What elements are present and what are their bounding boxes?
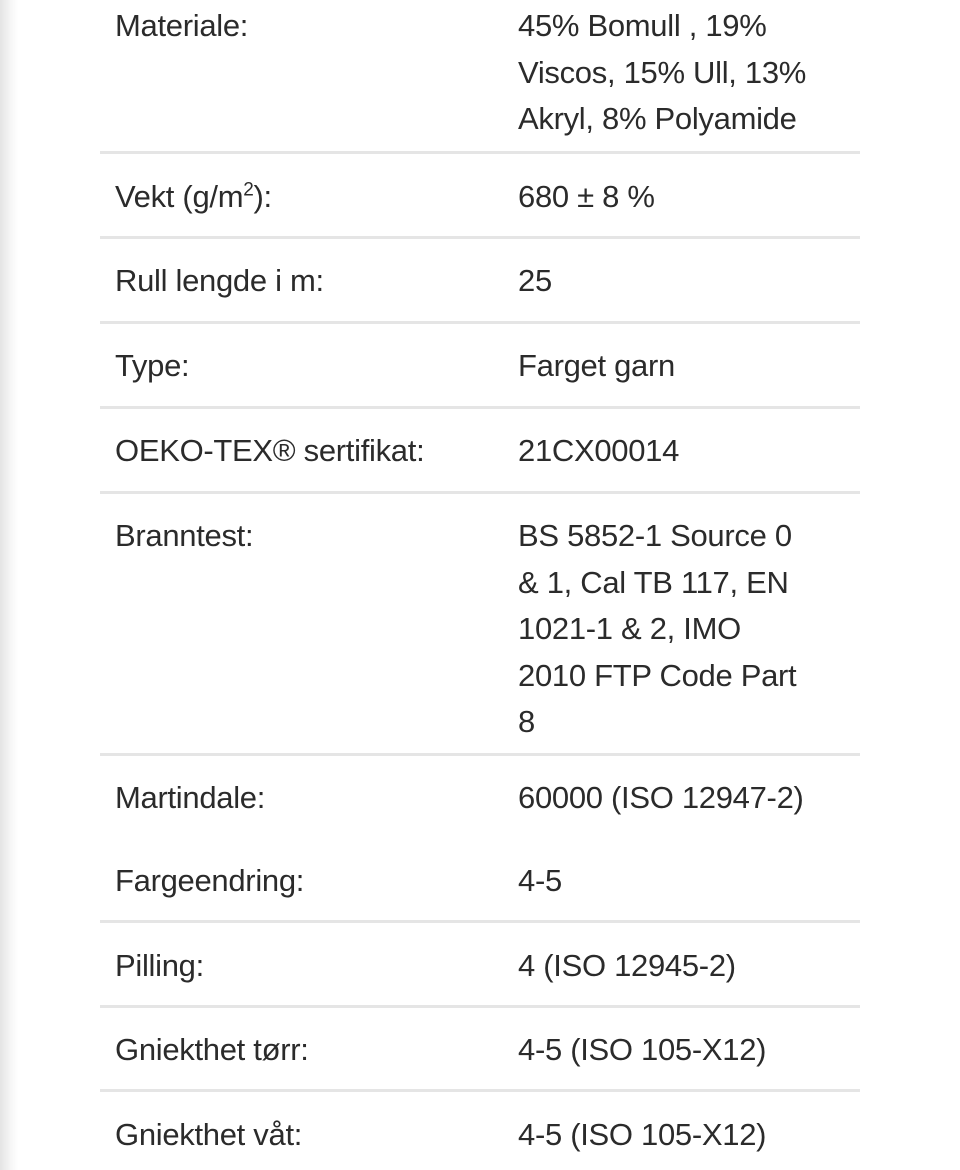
spec-label-text: ): [253,179,272,214]
spec-row-rull-lengde [100,239,860,324]
spec-row-materiale [100,0,860,154]
spec-value [518,1027,848,1074]
spec-label [115,174,505,221]
spec-value-line: Viscos, 15% Ull, 13% [518,54,807,90]
spec-value [518,174,848,221]
spec-row-gniekthet-torr [100,1008,860,1092]
spec-label-text: Gniekthet tørr: [115,1032,309,1067]
spec-label [115,858,505,905]
spec-label-text: Vekt (g/m [115,179,244,214]
spec-value-line: BS 5852-1 Source 0 [518,518,792,553]
spec-label-text: Type: [115,348,190,383]
spec-value-line: 25 [518,263,552,298]
spec-value [518,1112,848,1159]
spec-row-vekt [100,154,860,239]
spec-value [518,775,848,822]
spec-label [115,943,505,990]
spec-value-line: 8 [518,704,535,739]
spec-value-line: 1021-1 & 2, IMO [518,611,741,646]
spec-row-branntest [100,494,860,756]
spec-value-line: 680 ± 8 % [518,179,655,214]
spec-value [518,858,848,905]
spec-label [115,1112,505,1159]
spec-label [115,258,505,305]
spec-row-fargeendring [100,840,860,923]
spec-value-line: Akryl, 8% Polyamide [518,101,797,136]
spec-value-line: 4 (ISO 12945-2) [518,948,736,983]
spec-label [115,343,505,390]
spec-label [115,513,505,560]
spec-label-text: Gniekthet våt: [115,1117,303,1152]
spec-value [518,513,848,746]
spec-value-line: 4-5 (ISO 105-X12) [518,1117,767,1152]
spec-value [518,428,848,475]
left-edge-shadow [0,0,18,1170]
spec-value [518,943,848,990]
spec-label-text: Fargeendring: [115,863,305,898]
spec-label-text: Materiale: [115,8,249,43]
spec-label-text: Martindale: [115,780,266,815]
spec-value [518,258,848,305]
spec-label [115,428,505,475]
spec-value-line: 60000 (ISO 12947-2) [518,780,804,815]
spec-label [115,3,505,50]
spec-label-superscript: 2 [243,179,254,201]
spec-label-text: OEKO-TEX® sertifikat: [115,433,425,468]
spec-value [518,3,848,143]
spec-value-line: 4-5 (ISO 105-X12) [518,1032,767,1067]
spec-value-line: 45% Bomull , 19% [518,8,767,43]
spec-row-gniekthet-vat [100,1092,860,1170]
spec-label-text: Pilling: [115,948,204,983]
spec-value-line: Farget garn [518,348,675,383]
spec-value-line: 2010 FTP Code Part [518,657,797,693]
spec-value-line: 21CX00014 [518,433,680,468]
spec-row-pilling [100,923,860,1008]
spec-label-text: Rull lengde i m: [115,263,324,298]
spec-row-oeko-tex [100,409,860,494]
spec-label [115,1027,505,1074]
spec-label-text: Branntest: [115,518,254,553]
spec-value-line: & 1, Cal TB 117, EN [518,564,789,600]
spec-value [518,343,848,390]
spec-label [115,775,505,822]
spec-value-line: 4-5 [518,863,562,898]
spec-row-martindale [100,756,860,840]
spec-row-type [100,324,860,409]
